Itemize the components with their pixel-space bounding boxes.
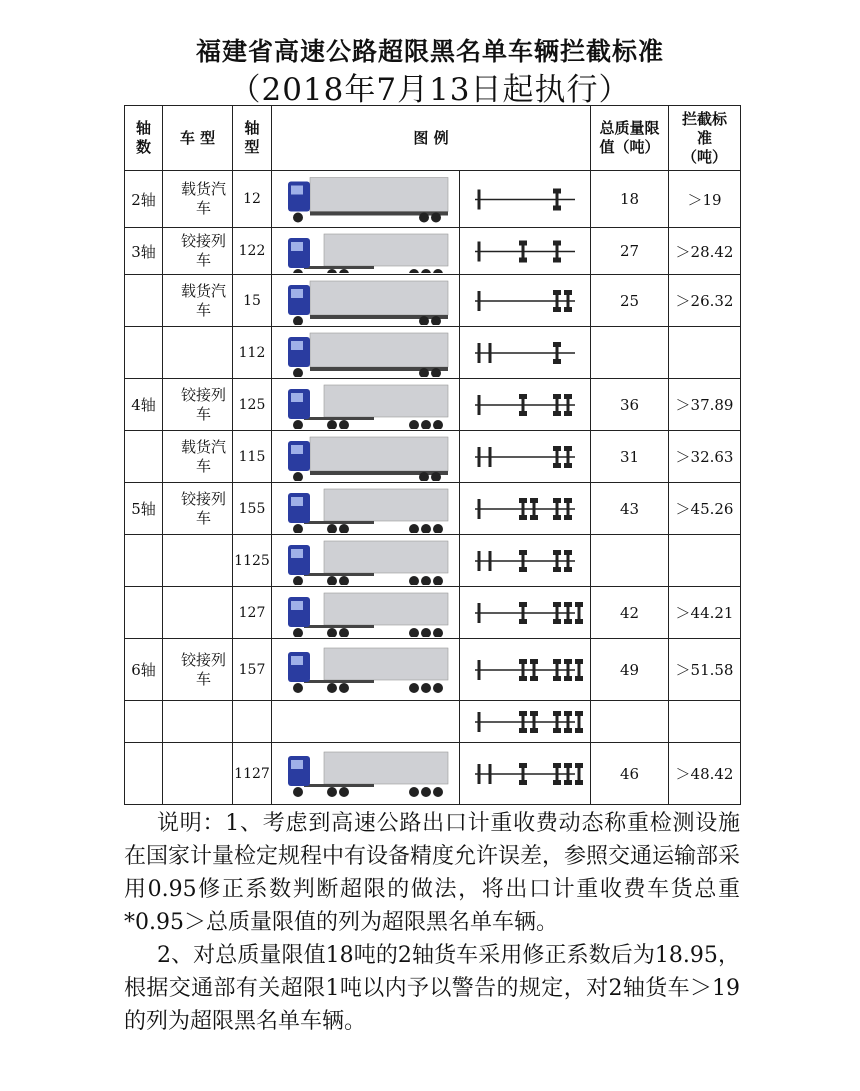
- header-type: 车 型: [163, 106, 233, 171]
- header-weight-limit: 总质量限值（吨）: [591, 106, 669, 171]
- cell-axle-code: 112: [233, 327, 272, 379]
- cell-axles: [125, 535, 163, 587]
- header-intercept: 拦截标准（吨）: [669, 106, 741, 171]
- cell-intercept-standard: ＞26.32: [669, 275, 741, 327]
- cell-axles: 2轴: [125, 171, 163, 228]
- table-row: [125, 327, 741, 379]
- cell-weight-limit: 43: [591, 483, 669, 535]
- cell-axle-diagram: [460, 701, 591, 743]
- document-title: 福建省高速公路超限黑名单车辆拦截标准: [195, 37, 664, 66]
- cell-truck-illustration: [272, 535, 460, 587]
- cell-vehicle-type: [163, 535, 233, 587]
- cell-axles: [125, 327, 163, 379]
- cell-truck-illustration: [272, 431, 460, 483]
- cell-axle-code: 115: [233, 431, 272, 483]
- cell-axle-diagram: [460, 431, 591, 483]
- cell-vehicle-type: 铰接列车: [163, 483, 233, 535]
- cell-weight-limit: 18: [591, 171, 669, 228]
- header-axles: 轴数: [125, 106, 163, 171]
- table-row: [125, 639, 741, 701]
- cell-intercept-standard: [669, 535, 741, 587]
- cell-weight-limit: 31: [591, 431, 669, 483]
- cell-axle-code: [233, 701, 272, 743]
- cell-axle-diagram: [460, 379, 591, 431]
- cell-vehicle-type: 载货汽车: [163, 275, 233, 327]
- cell-axle-code: 1125: [233, 535, 272, 587]
- cell-vehicle-type: [163, 743, 233, 805]
- cell-weight-limit: 36: [591, 379, 669, 431]
- cell-weight-limit: [591, 327, 669, 379]
- cell-axles: 3轴: [125, 228, 163, 275]
- cell-axle-code: 125: [233, 379, 272, 431]
- table-row: [125, 228, 741, 275]
- cell-axle-diagram: [460, 327, 591, 379]
- standards-table: [124, 105, 741, 805]
- cell-truck-illustration: [272, 275, 460, 327]
- cell-axles: 4轴: [125, 379, 163, 431]
- cell-truck-illustration: [272, 483, 460, 535]
- cell-axle-diagram: [460, 171, 591, 228]
- cell-intercept-standard: ＞19: [669, 171, 741, 228]
- cell-axle-diagram: [460, 483, 591, 535]
- cell-axle-diagram: [460, 228, 591, 275]
- cell-axle-code: 15: [233, 275, 272, 327]
- document-subtitle: （2018年7月13日起执行）: [229, 72, 631, 108]
- cell-axle-code: 127: [233, 587, 272, 639]
- cell-axle-diagram: [460, 275, 591, 327]
- cell-vehicle-type: 载货汽车: [163, 431, 233, 483]
- cell-weight-limit: [591, 535, 669, 587]
- cell-vehicle-type: 载货汽车: [163, 171, 233, 228]
- cell-weight-limit: 49: [591, 639, 669, 701]
- cell-vehicle-type: [163, 587, 233, 639]
- cell-weight-limit: [591, 701, 669, 743]
- cell-truck-illustration: [272, 379, 460, 431]
- cell-axles: 5轴: [125, 483, 163, 535]
- cell-intercept-standard: ＞32.63: [669, 431, 741, 483]
- header-code: 轴型: [233, 106, 272, 171]
- cell-weight-limit: 46: [591, 743, 669, 805]
- cell-weight-limit: 27: [591, 228, 669, 275]
- cell-axle-code: 155: [233, 483, 272, 535]
- cell-intercept-standard: ＞51.58: [669, 639, 741, 701]
- cell-axles: 6轴: [125, 639, 163, 701]
- note-paragraph-1: 说明：1、考虑到高速公路出口计重收费动态称重检测设施在国家计量检定规程中有设备精度允许误差，参照交通运输部采用0.95修正系数判断超限的做法，将出口计重收费车货总重*0.95＞总质量限值的列为超限黑名单车辆。: [124, 811, 741, 935]
- cell-vehicle-type: [163, 701, 233, 743]
- cell-truck-illustration: [272, 171, 460, 228]
- cell-truck-illustration: [272, 743, 460, 805]
- cell-axle-diagram: [460, 535, 591, 587]
- header-illustration: 图 例: [272, 106, 591, 171]
- cell-axle-code: 122: [233, 228, 272, 275]
- cell-axle-diagram: [460, 743, 591, 805]
- table-row: [125, 379, 741, 431]
- notes: [124, 807, 740, 1038]
- cell-truck-illustration: [272, 701, 460, 743]
- cell-intercept-standard: ＞28.42: [669, 228, 741, 275]
- cell-intercept-standard: ＞48.42: [669, 743, 741, 805]
- cell-axles: [125, 275, 163, 327]
- cell-axle-code: 12: [233, 171, 272, 228]
- cell-axles: [125, 431, 163, 483]
- cell-intercept-standard: ＞44.21: [669, 587, 741, 639]
- table-row: [125, 743, 741, 805]
- cell-axle-code: 1127: [233, 743, 272, 805]
- cell-axle-diagram: [460, 587, 591, 639]
- table-row: [125, 701, 741, 743]
- cell-weight-limit: 42: [591, 587, 669, 639]
- cell-intercept-standard: [669, 327, 741, 379]
- cell-intercept-standard: [669, 701, 741, 743]
- cell-vehicle-type: 铰接列车: [163, 639, 233, 701]
- table-row: [125, 587, 741, 639]
- cell-intercept-standard: ＞45.26: [669, 483, 741, 535]
- note-paragraph-2: 2、对总质量限值18吨的2轴货车采用修正系数后为18.95，根据交通部有关超限1吨以内予以警告的规定，对2轴货车＞19的列为超限黑名单车辆。: [124, 943, 740, 1034]
- cell-axles: [125, 743, 163, 805]
- cell-vehicle-type: 铰接列车: [163, 228, 233, 275]
- cell-weight-limit: 25: [591, 275, 669, 327]
- table-row: [125, 483, 741, 535]
- cell-truck-illustration: [272, 587, 460, 639]
- cell-truck-illustration: [272, 228, 460, 275]
- cell-axles: [125, 701, 163, 743]
- cell-vehicle-type: [163, 327, 233, 379]
- header-row: [125, 106, 741, 171]
- table-row: [125, 535, 741, 587]
- cell-axle-diagram: [460, 639, 591, 701]
- cell-truck-illustration: [272, 639, 460, 701]
- table-body: [125, 171, 741, 805]
- cell-axle-code: 157: [233, 639, 272, 701]
- table-row: [125, 171, 741, 228]
- cell-truck-illustration: [272, 327, 460, 379]
- cell-vehicle-type: 铰接列车: [163, 379, 233, 431]
- cell-axles: [125, 587, 163, 639]
- table-row: [125, 275, 741, 327]
- cell-intercept-standard: ＞37.89: [669, 379, 741, 431]
- table-row: [125, 431, 741, 483]
